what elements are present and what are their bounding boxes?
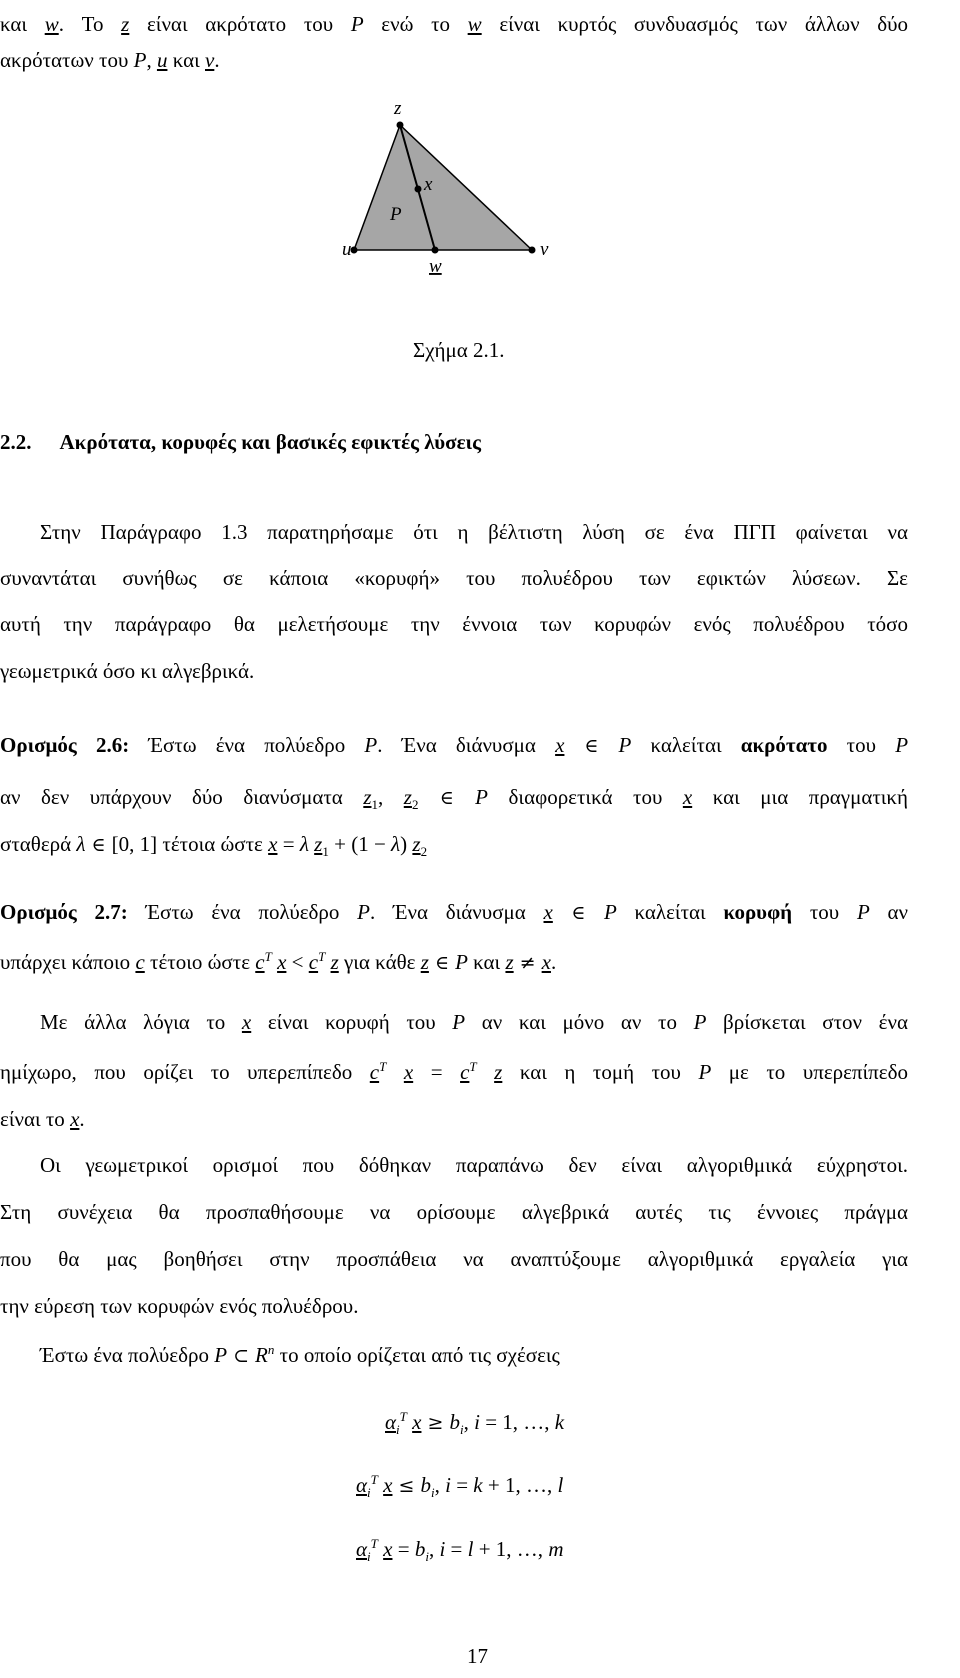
text-run: Έστω ένα πολύεδρο bbox=[40, 1343, 215, 1367]
para1-line-1: Στην Παράγραφο 1.3 παρατηρήσαμε ότι η βέλτιστη λύση σε ένα ΠΓΠ φαίνεται να bbox=[40, 520, 908, 544]
math-alpha: α bbox=[356, 1473, 368, 1497]
label-P: P bbox=[390, 204, 402, 225]
not-equal-symbol: ≠ bbox=[513, 952, 542, 974]
math-i: i bbox=[474, 1410, 480, 1434]
subscript-i: i bbox=[396, 1422, 400, 1438]
subscript-i: i bbox=[459, 1422, 464, 1438]
text-run: του bbox=[827, 733, 896, 757]
math-R: R bbox=[255, 1343, 268, 1367]
math-P: P bbox=[214, 1343, 228, 1367]
math-P: P bbox=[350, 12, 364, 36]
subscript-i: i bbox=[367, 1549, 371, 1565]
definition-label: Ορισμός 2.6: bbox=[0, 733, 130, 757]
math-x: x bbox=[541, 950, 551, 974]
math-z: z bbox=[420, 950, 429, 974]
math-b: b bbox=[420, 1473, 431, 1497]
section-heading bbox=[0, 430, 481, 454]
subset-symbol: ⊂ bbox=[227, 1345, 256, 1367]
text-run: ακρότατων του bbox=[0, 48, 134, 72]
math-c: c bbox=[460, 1060, 470, 1084]
def26-line-2 bbox=[0, 785, 908, 813]
math-z: z bbox=[494, 1060, 503, 1084]
math-P: P bbox=[895, 733, 909, 757]
text-run: καλείται bbox=[631, 733, 741, 757]
label-z: z bbox=[394, 100, 402, 119]
para3-line-2: Στη συνέχεια θα προσπαθήσουμε να ορίσουμε αλγεβρικά αυτές τις έννοιες πράγμα bbox=[0, 1200, 908, 1224]
text-run: σταθερά bbox=[0, 832, 77, 856]
section-title: Ακρότατα, κορυφές και βασικές εφικτές λύσεις bbox=[59, 430, 481, 454]
equation-3 bbox=[356, 1536, 564, 1565]
text-run: = bbox=[445, 1537, 468, 1561]
vertex-v bbox=[529, 247, 536, 254]
math-b: b bbox=[449, 1410, 460, 1434]
para3-line-3: που θα μας βοηθήσει στην προσπάθεια να αναπτύξουμε αλγοριθμικά εργαλεία για bbox=[0, 1247, 908, 1271]
text-line-top-1 bbox=[0, 12, 908, 36]
superscript-T: T bbox=[370, 1472, 378, 1487]
math-P: P bbox=[856, 900, 870, 924]
text-run bbox=[477, 1060, 495, 1084]
math-b: b bbox=[414, 1537, 426, 1561]
superscript-n: n bbox=[267, 1342, 275, 1357]
text-run: , bbox=[463, 1410, 475, 1434]
math-x: x bbox=[241, 1010, 252, 1034]
math-P: P bbox=[603, 900, 617, 924]
math-w: w bbox=[44, 12, 59, 36]
math-z: z bbox=[330, 950, 339, 974]
text-run: και η τομή του bbox=[502, 1060, 699, 1084]
para2-line-1 bbox=[40, 1010, 908, 1034]
math-x: x bbox=[555, 733, 565, 757]
vertex-z bbox=[397, 122, 404, 129]
math-l: l bbox=[557, 1473, 564, 1497]
math-c: c bbox=[255, 950, 265, 974]
label-x: x bbox=[424, 174, 433, 195]
text-line-top-2 bbox=[0, 48, 220, 72]
text-run: με το υπερεπίπεδο bbox=[711, 1060, 909, 1084]
math-P: P bbox=[452, 1010, 466, 1034]
para2-line-2 bbox=[0, 1060, 908, 1084]
text-run: και bbox=[467, 950, 506, 974]
label-u: u bbox=[342, 239, 352, 260]
para3-line-4: την εύρεση των κορυφών ενός πολυέδρου. bbox=[0, 1294, 359, 1318]
text-run: = bbox=[450, 1473, 474, 1497]
point-w bbox=[432, 247, 439, 254]
vertex-u bbox=[351, 247, 358, 254]
superscript-T: T bbox=[318, 949, 326, 964]
math-x: x bbox=[682, 785, 693, 809]
text-run: = bbox=[413, 1060, 461, 1084]
text-run: για κάθε bbox=[338, 950, 421, 974]
text-run: . bbox=[550, 950, 557, 974]
leq-symbol: ≤ bbox=[392, 1475, 421, 1497]
text-run: . Το bbox=[58, 12, 122, 36]
math-P: P bbox=[698, 1060, 712, 1084]
text-run: = 1, …, bbox=[479, 1410, 555, 1434]
figure-caption: Σχήμα 2.1. bbox=[413, 338, 505, 362]
math-z: z bbox=[505, 950, 514, 974]
math-c: c bbox=[135, 950, 145, 974]
subscript: 2 bbox=[420, 844, 428, 860]
math-x: x bbox=[277, 950, 287, 974]
text-run: και bbox=[167, 48, 205, 72]
math-z: z bbox=[403, 785, 412, 809]
math-z: z bbox=[121, 12, 130, 36]
para2-line-3 bbox=[0, 1107, 85, 1131]
para1-line-4: γεωμετρικά όσο κι αλγεβρικά. bbox=[0, 659, 255, 683]
math-P: P bbox=[618, 733, 632, 757]
math-x: x bbox=[383, 1473, 393, 1497]
text-run: . Ένα διάνυσμα bbox=[369, 900, 544, 924]
text-run: καλείται bbox=[616, 900, 724, 924]
text-run: είναι κορυφή του bbox=[251, 1010, 453, 1034]
equation-1 bbox=[385, 1409, 565, 1438]
math-c: c bbox=[369, 1060, 380, 1084]
math-alpha: α bbox=[356, 1537, 368, 1561]
def27-line-2 bbox=[0, 950, 556, 975]
def26-line-3 bbox=[0, 832, 428, 860]
polyhedron-region bbox=[354, 125, 532, 250]
para1-line-2: συναντάται συνήθως σε κάποια «κορυφή» του πολυέδρου των εφικτών λύσεων. Σε bbox=[0, 566, 908, 590]
math-lambda: λ bbox=[391, 832, 401, 856]
subscript-i: i bbox=[425, 1549, 429, 1565]
term-vertex: κορυφή bbox=[723, 900, 793, 924]
math-alpha: α bbox=[385, 1410, 397, 1434]
text-run: του bbox=[792, 900, 857, 924]
def27-line-1 bbox=[0, 900, 908, 925]
text-run: είναι ακρότατο του bbox=[129, 12, 351, 36]
text-run: . Ένα διάνυσμα bbox=[377, 733, 556, 757]
def26-line-1 bbox=[0, 733, 908, 758]
text-run: + 1, …, bbox=[473, 1537, 549, 1561]
text-run: αν bbox=[869, 900, 908, 924]
label-v: v bbox=[540, 239, 549, 260]
text-run: βρίσκεται στον ένα bbox=[706, 1010, 908, 1034]
text-run: , bbox=[434, 1473, 446, 1497]
text-run: + 1, …, bbox=[482, 1473, 558, 1497]
text-run bbox=[386, 1060, 404, 1084]
text-run: το οποίο ορίζεται από τις σχέσεις bbox=[274, 1343, 560, 1367]
math-P: P bbox=[475, 785, 488, 809]
math-i: i bbox=[445, 1473, 451, 1497]
math-z: z bbox=[363, 785, 372, 809]
math-x: x bbox=[543, 900, 553, 924]
text-run: αν δεν υπάρχουν δύο διανύσματα bbox=[0, 785, 364, 809]
para4-line bbox=[40, 1343, 560, 1368]
subscript: 1 bbox=[322, 844, 329, 860]
text-run: ενώ το bbox=[363, 12, 468, 36]
subscript-i: i bbox=[430, 1485, 435, 1501]
geq-symbol: ≥ bbox=[421, 1412, 450, 1434]
section-number: 2.2. bbox=[0, 430, 32, 454]
math-l: l bbox=[467, 1537, 474, 1561]
text-run: τέτοιο ώστε bbox=[144, 950, 256, 974]
math-x: x bbox=[70, 1107, 80, 1131]
element-of-symbol: ∈ bbox=[564, 735, 619, 757]
math-v: v bbox=[205, 48, 215, 72]
math-P: P bbox=[364, 733, 378, 757]
superscript-T: T bbox=[379, 1059, 387, 1074]
math-k: k bbox=[473, 1473, 483, 1497]
equation-2 bbox=[356, 1472, 564, 1501]
math-P: P bbox=[357, 900, 370, 924]
math-lambda: λ bbox=[299, 832, 309, 856]
element-of-symbol: ∈ bbox=[428, 952, 456, 974]
text-run: και bbox=[0, 12, 45, 36]
math-u: u bbox=[156, 48, 168, 72]
term-extreme-point: ακρότατο bbox=[740, 733, 828, 757]
math-z: z bbox=[314, 832, 323, 856]
superscript-T: T bbox=[469, 1059, 477, 1074]
superscript-T: T bbox=[264, 949, 272, 964]
superscript-T: T bbox=[399, 1409, 407, 1424]
text-run: = bbox=[277, 832, 300, 856]
math-k: k bbox=[554, 1410, 565, 1434]
text-run: Με άλλα λόγια το bbox=[40, 1010, 242, 1034]
text-run: Έστω ένα πολύεδρο bbox=[127, 900, 358, 924]
text-run: , bbox=[146, 48, 157, 72]
text-run: και μια πραγματική bbox=[692, 785, 908, 809]
text-run: είναι κυρτός συνδυασμός των άλλων δύο bbox=[481, 12, 908, 36]
text-run: , bbox=[378, 785, 404, 809]
element-of-symbol: ∈ bbox=[418, 787, 476, 809]
text-run: < bbox=[286, 950, 309, 974]
math-x: x bbox=[412, 1410, 422, 1434]
point-x bbox=[415, 186, 422, 193]
para3-line-1: Οι γεωμετρικοί ορισμοί που δόθηκαν παραπάνω δεν είναι αλγοριθμικά εύχρηστοι. bbox=[40, 1153, 908, 1177]
page-number: 17 bbox=[467, 1644, 488, 1668]
label-w: w bbox=[429, 256, 442, 277]
math-c: c bbox=[308, 950, 319, 974]
element-of-symbol: ∈ bbox=[552, 902, 604, 924]
math-w: w bbox=[467, 12, 482, 36]
triangle-figure bbox=[340, 100, 580, 285]
subscript-i: i bbox=[367, 1485, 371, 1501]
superscript-T: T bbox=[370, 1536, 378, 1551]
subscript: 2 bbox=[411, 797, 419, 813]
text-run: , bbox=[428, 1537, 440, 1561]
definition-label: Ορισμός 2.7: bbox=[0, 900, 128, 924]
math-lambda: λ bbox=[76, 832, 86, 856]
math-x: x bbox=[383, 1537, 393, 1561]
math-m: m bbox=[548, 1537, 564, 1561]
element-of-symbol: ∈ bbox=[85, 834, 112, 856]
para1-line-3: αυτή την παράγραφο θα μελετήσουμε την έννοια των κορυφών ενός πολυέδρου τόσο bbox=[0, 612, 908, 636]
text-run: + (1 − bbox=[328, 832, 392, 856]
text-run: = bbox=[392, 1537, 415, 1561]
text-run: αν και μόνο αν το bbox=[465, 1010, 694, 1034]
text-run: ημίχωρο, που ορίζει το υπερεπίπεδο bbox=[0, 1060, 370, 1084]
text-run: . bbox=[214, 48, 220, 72]
math-P: P bbox=[693, 1010, 707, 1034]
text-run: υπάρχει κάποιο bbox=[0, 950, 136, 974]
text-run: ) bbox=[400, 832, 413, 856]
math-P: P bbox=[455, 950, 468, 974]
text-run: . bbox=[79, 1107, 85, 1131]
text-run: Έστω ένα πολύεδρο bbox=[129, 733, 365, 757]
subscript: 1 bbox=[371, 797, 378, 813]
math-x: x bbox=[268, 832, 278, 856]
math-x: x bbox=[403, 1060, 414, 1084]
text-run: διαφορετικά του bbox=[488, 785, 683, 809]
text-run: είναι το bbox=[0, 1107, 71, 1131]
text-run: [0, 1] τέτοια ώστε bbox=[111, 832, 269, 856]
math-P: P bbox=[133, 48, 147, 72]
math-i: i bbox=[439, 1537, 446, 1561]
math-z: z bbox=[412, 832, 421, 856]
